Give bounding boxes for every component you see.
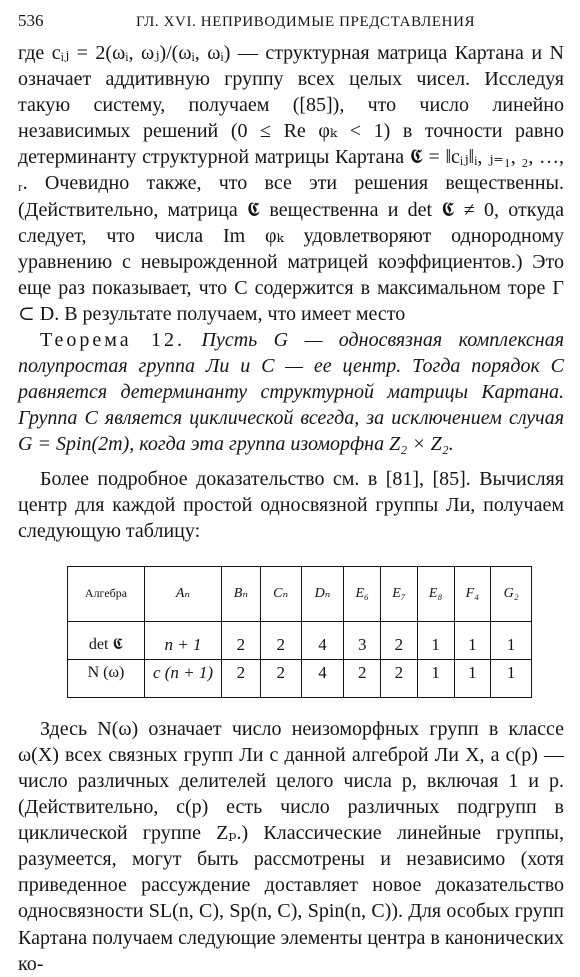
table-cell: 1 (454, 659, 491, 697)
table-cell: 2 (344, 659, 381, 697)
table-cell: 2 (222, 621, 261, 659)
table-cell: 1 (491, 659, 532, 697)
table-cell: 1 (491, 621, 532, 659)
table-cell: 2 (222, 659, 261, 697)
header-Bn: Bₙ (222, 566, 261, 621)
paragraph-table-intro: Более подробное доказательство см. в [81], [85]. Вычисляя центр для каждой простой односвязной группы Ли, получаем следующую таблицу: (18, 467, 564, 542)
paragraph-intro: где cᵢⱼ = 2(ωᵢ, ωⱼ)/(ωᵢ, ωᵢ) — структурная матрица Картана и N означает аддитивную группу всех целых чисел. Исследуя такую систему, получаем ([85]), что число линейно независимых решений (0 ≤ Re φₖ < 1) в точности равно детерминанту структурной матрицы Картана 𝕮 = ‖cᵢⱼ‖ᵢ, ⱼ₌₁, ₂, …, ᵣ. Очевидно также, что все эти решения вещественны. (Действительно, матрица 𝕮 вещественна и det 𝕮 ≠ 0, откуда следует, что числа Im φₖ удовлетворяют однородному уравнению с невырожденной матрицей коэффициентов.) Это еще раз показывает, что C содержится в максимальном торе Γ ⊂ D. В результате получаем, что имеет место (18, 42, 564, 325)
header-E6: E₆ (344, 566, 381, 621)
table-cell: 1 (417, 621, 454, 659)
table-cell: 4 (301, 659, 344, 697)
row-label-det: det 𝕮 (68, 621, 145, 659)
chapter-title: ГЛ. XVI. НЕПРИВОДИМЫЕ ПРЕДСТАВЛЕНИЯ (136, 14, 476, 30)
header-Dn: Dₙ (301, 566, 344, 621)
theorem-label: Теорема 12. (40, 329, 186, 352)
theorem-body: Пусть G — односвязная комплексная полупростая группа Ли и C — ее центр. Тогда порядок C равняется детерминанту структурной матрицы Картана. Группа C является циклической всегда, за исключением случая G = Spin(2m), когда эта группа изоморфна Z₂ × Z₂. (18, 329, 564, 456)
table-header-row (68, 566, 532, 621)
paragraph-explanation: Здесь N(ω) означает число неизоморфных групп в классе ω(X) всех связных групп Ли с данной алгеброй Ли X, а c(p) — число различных делителей целого числа p, включая 1 и p. (Действительно, c(p) есть число различных подгрупп в циклической группе Zₚ.) Классические линейные группы, разумеется, могут быть рассмотрены и независимо (хотя приведенное рассуждение доставляет новое доказательство односвязности SL(n, C), Sp(n, C), Spin(n, C)). Для особых групп Картана получаем следующие элементы центра в канонических ко- (18, 717, 564, 975)
theorem-12 (18, 327, 564, 457)
center-order-table (67, 566, 532, 698)
table-cell: 1 (454, 621, 491, 659)
header-Cn: Cₙ (260, 566, 301, 621)
table-cell: 3 (344, 621, 381, 659)
table-cell: c (n + 1) (145, 659, 222, 697)
page-number: 536 (18, 11, 44, 30)
table-cell: 2 (381, 621, 418, 659)
table-row (68, 659, 532, 697)
row-label-N: N (ω) (68, 659, 145, 697)
table-cell: 4 (301, 621, 344, 659)
table-cell: 2 (260, 659, 301, 697)
algebra-table (67, 566, 532, 698)
table-cell: 2 (260, 621, 301, 659)
running-header (18, 4, 564, 40)
header-E7: E₇ (381, 566, 418, 621)
header-algebra: Алгебра (68, 566, 145, 621)
table-row (68, 621, 532, 659)
header-E8: E₈ (417, 566, 454, 621)
table-cell: n + 1 (145, 621, 222, 659)
header-An: Aₙ (145, 566, 222, 621)
header-G2: G₂ (491, 566, 532, 621)
table-cell: 1 (417, 659, 454, 697)
table-cell: 2 (381, 659, 418, 697)
header-F4: F₄ (454, 566, 491, 621)
